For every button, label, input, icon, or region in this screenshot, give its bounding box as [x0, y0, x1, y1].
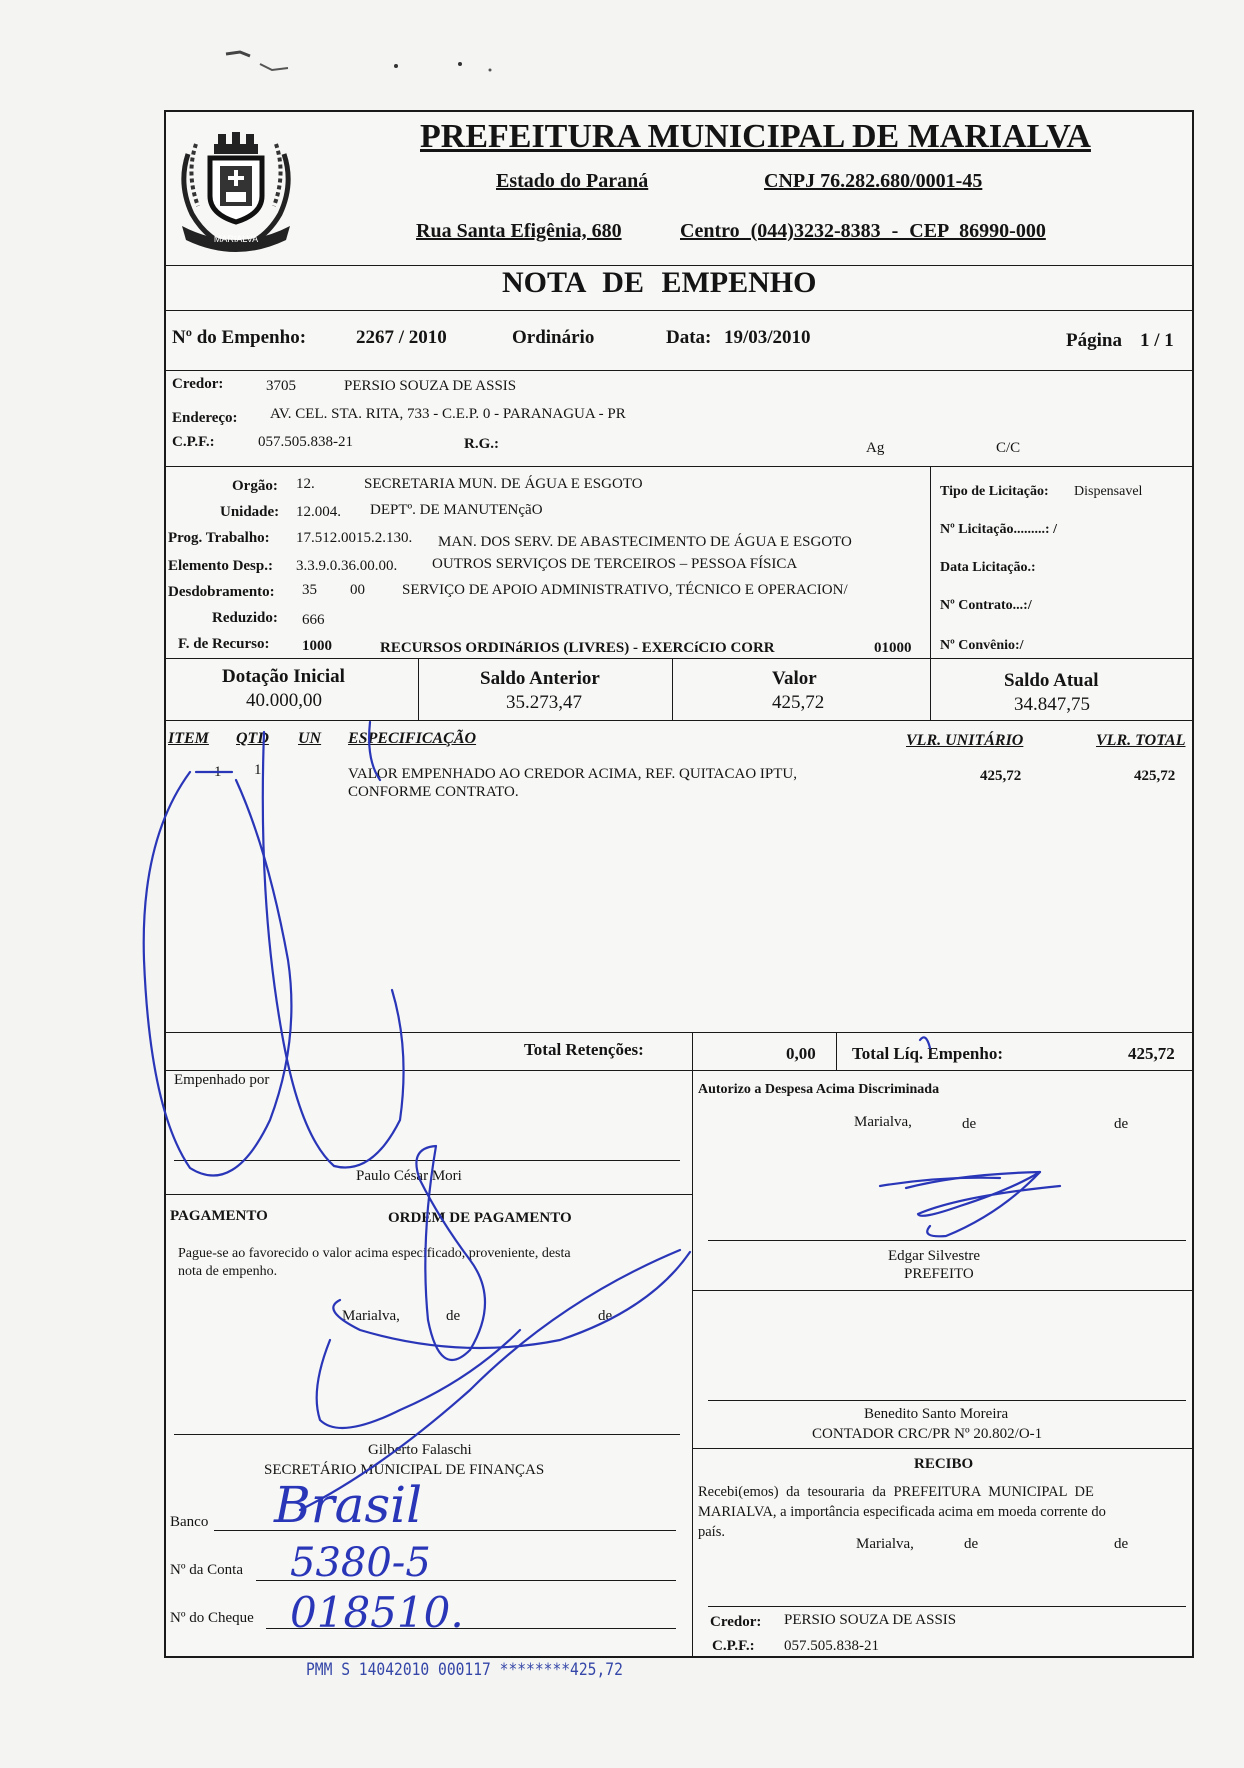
cc-label: C/C [996, 440, 1021, 456]
prog-value: MAN. DOS SERV. DE ABASTECIMENTO DE ÁGUA E ESGOTO [438, 534, 852, 550]
recurso-code2: 01000 [874, 640, 912, 656]
coat-of-arms-icon [168, 114, 304, 262]
header-cnpj: CNPJ 76.282.680/0001-45 [764, 170, 983, 192]
header-address: Rua Santa Efigênia, 680 [416, 220, 622, 242]
recurso-label: F. de Recurso: [178, 636, 270, 652]
cheque-handwritten: 018510. [290, 1588, 464, 1637]
col-qtd: QTD [236, 730, 269, 747]
total-liquido-label: Total Líq. Empenho: [852, 1044, 1003, 1063]
empenhado-por-nome: Paulo César Mori [356, 1168, 462, 1184]
saldo-atual-value: 34.847,75 [1014, 694, 1090, 715]
reduzido-label: Reduzido: [212, 610, 278, 626]
col-valor-total: VLR. TOTAL [1096, 732, 1186, 749]
banco-label: Banco [170, 1514, 209, 1530]
recibo-credor-nome: PERSIO SOUZA DE ASSIS [784, 1612, 957, 1628]
cheque-label: Nº do Cheque [170, 1610, 254, 1626]
data-licitacao: Data Licitação.: [940, 560, 1036, 575]
endereco-label: Endereço: [172, 410, 238, 426]
dotacao-label: Dotação Inicial [222, 666, 345, 687]
numero-convenio: Nº Convênio:/ [940, 638, 1024, 653]
contador-cargo: CONTADOR CRC/PR Nº 20.802/O-1 [812, 1426, 1043, 1442]
recurso-code: 1000 [302, 638, 332, 654]
recibo-cpf-value: 057.505.838-21 [784, 1638, 879, 1654]
numero-contrato: Nº Contrato...:/ [940, 598, 1032, 613]
pague-se-text-2: nota de empenho. [178, 1264, 278, 1279]
autorizo-label: Autorizo a Despesa Acima Discriminada [698, 1082, 940, 1097]
item-total-value: 425,72 [1134, 768, 1176, 784]
autorizo-marialva: Marialva, [854, 1114, 912, 1130]
autorizo-de-1: de [962, 1116, 977, 1132]
pagamento-marialva: Marialva, [342, 1308, 400, 1324]
elemento-value: OUTROS SERVIÇOS DE TERCEIROS – PESSOA FÍSICA [432, 556, 798, 572]
valor-label: Valor [772, 668, 817, 689]
item-number: 1 [214, 764, 222, 780]
valor-value: 425,72 [772, 692, 825, 713]
col-un: UN [298, 730, 322, 747]
col-especificacao: ESPECIFICAÇÃO [348, 730, 477, 747]
pagamento-label: PAGAMENTO [170, 1208, 268, 1224]
recibo-credor-label: Credor: [710, 1614, 762, 1630]
recibo-title: RECIBO [914, 1456, 974, 1472]
item-description-line1: VALOR EMPENHADO AO CREDOR ACIMA, REF. QUITACAO IPTU, [348, 766, 798, 782]
header-state: Estado do Paraná [496, 170, 649, 192]
payment-stamp: PMM S 14042010 000117 ********425,72 [306, 1660, 623, 1680]
header-address2: Centro (044)3232-8383 - CEP 86990-000 [680, 220, 1046, 242]
cpf-value: 057.505.838-21 [258, 434, 353, 450]
total-liquido-value: 425,72 [1128, 1044, 1175, 1063]
ordem-pagamento-label: ORDEM DE PAGAMENTO [388, 1210, 572, 1226]
empenho-type: Ordinário [512, 327, 595, 348]
saldo-anterior-label: Saldo Anterior [480, 668, 600, 689]
page-label: Página [1066, 330, 1122, 351]
cpf-label: C.P.F.: [172, 434, 215, 450]
secretario-cargo: SECRETÁRIO MUNICIPAL DE FINANÇAS [264, 1462, 545, 1478]
scan-speckles [210, 40, 570, 90]
empenho-label: Nº do Empenho: [172, 327, 307, 348]
ag-label: Ag [866, 440, 885, 456]
total-retencoes-label: Total Retenções: [524, 1040, 644, 1059]
contador-nome: Benedito Santo Moreira [864, 1406, 1009, 1422]
credor-name: PERSIO SOUZA DE ASSIS [344, 378, 517, 394]
conta-handwritten: 5380-5 [290, 1540, 431, 1586]
pague-se-text-1: Pague-se ao favorecido o valor acima especificado, proveniente, desta [178, 1246, 571, 1261]
reduzido-value: 666 [302, 612, 325, 628]
empenhado-por-label: Empenhado por [174, 1072, 270, 1088]
document-title: NOTA DE EMPENHO [502, 266, 817, 299]
endereco-value: AV. CEL. STA. RITA, 733 - C.E.P. 0 - PARANAGUA - PR [270, 406, 626, 422]
elemento-code: 3.3.9.0.36.00.00. [296, 558, 398, 574]
saldo-atual-label: Saldo Atual [1004, 670, 1099, 691]
dotacao-value: 40.000,00 [246, 690, 322, 711]
page-number: 1 / 1 [1140, 330, 1174, 351]
pagamento-de-1: de [446, 1308, 461, 1324]
prefeito-cargo: PREFEITO [904, 1266, 974, 1282]
autorizo-de-2: de [1114, 1116, 1129, 1132]
tipo-licitacao-label: Tipo de Licitação: [940, 484, 1049, 499]
item-description-line2: CONFORME CONTRATO. [348, 784, 519, 800]
desdobramento-label: Desdobramento: [168, 584, 275, 600]
secretario-nome: Gilberto Falaschi [368, 1442, 472, 1458]
unidade-code: 12.004. [296, 504, 341, 520]
desdobramento-code2: 00 [350, 582, 365, 598]
recibo-text-1: Recebi(emos) da tesouraria da PREFEITURA MUNICIPAL DE [698, 1484, 1094, 1500]
banco-handwritten: Brasil [274, 1476, 423, 1534]
rg-label: R.G.: [464, 436, 499, 452]
svg-text:MARIALVA: MARIALVA [213, 234, 259, 244]
empenho-number: 2267 / 2010 [356, 327, 447, 348]
item-qtd: 1 [254, 762, 262, 778]
unidade-value: DEPTº. DE MANUTENçãO [370, 502, 543, 518]
prog-code: 17.512.0015.2.130. [296, 530, 413, 546]
header-title: PREFEITURA MUNICIPAL DE MARIALVA [420, 118, 1091, 155]
desdobramento-code1: 35 [302, 582, 317, 598]
credor-code: 3705 [266, 378, 296, 394]
recibo-cpf-label: C.P.F.: [712, 1638, 755, 1654]
unidade-label: Unidade: [220, 504, 280, 520]
prefeito-nome: Edgar Silvestre [888, 1248, 981, 1264]
desdobramento-value: SERVIÇO DE APOIO ADMINISTRATIVO, TÉCNICO E OPERACION/ [402, 582, 848, 598]
empenho-date-label: Data: [666, 327, 712, 348]
numero-licitacao: Nº Licitação.........: / [940, 522, 1057, 537]
recibo-text-3: país. [698, 1524, 725, 1540]
recurso-value: RECURSOS ORDINáRIOS (LIVRES) - EXERCíCIO CORR [380, 640, 775, 656]
recibo-text-2: MARIALVA, a importância especificada acima em moeda corrente do [698, 1504, 1106, 1520]
orgao-label: Orgão: [232, 478, 278, 494]
pagamento-de-2: de [598, 1308, 613, 1324]
credor-label: Credor: [172, 376, 224, 392]
saldo-anterior-value: 35.273,47 [506, 692, 582, 713]
orgao-value: SECRETARIA MUN. DE ÁGUA E ESGOTO [364, 476, 643, 492]
recibo-marialva: Marialva, [856, 1536, 914, 1552]
col-valor-unitario: VLR. UNITÁRIO [906, 732, 1024, 749]
recibo-de-2: de [1114, 1536, 1129, 1552]
orgao-code: 12. [296, 476, 315, 492]
elemento-label: Elemento Desp.: [168, 558, 273, 574]
tipo-licitacao-value: Dispensavel [1074, 484, 1143, 499]
col-item: ITEM [168, 730, 209, 747]
empenho-date: 19/03/2010 [724, 327, 811, 348]
prog-label: Prog. Trabalho: [168, 530, 270, 546]
conta-label: Nº da Conta [170, 1562, 243, 1578]
recibo-de-1: de [964, 1536, 979, 1552]
item-unit-value: 425,72 [980, 768, 1022, 784]
total-retencoes-value: 0,00 [786, 1044, 816, 1063]
